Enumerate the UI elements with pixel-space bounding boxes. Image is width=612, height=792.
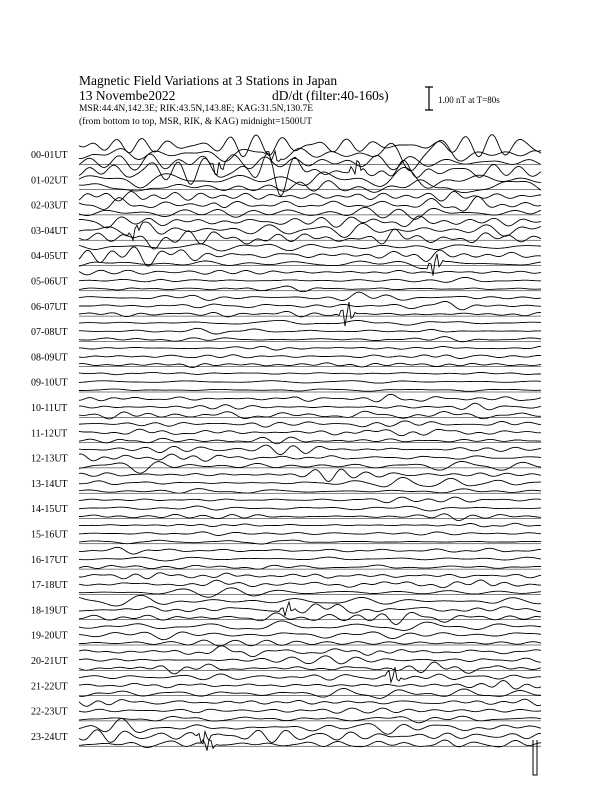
hour-label: 20-21UT bbox=[31, 656, 68, 667]
station-trace-kag bbox=[79, 192, 541, 202]
station-trace-rik bbox=[79, 355, 541, 359]
station-trace-msr bbox=[79, 489, 541, 494]
station-trace-rik bbox=[79, 580, 541, 588]
chart-title: Magnetic Field Variations at 3 Stations in Japan bbox=[79, 73, 338, 88]
station-trace-msr bbox=[79, 716, 541, 723]
station-trace-rik bbox=[79, 656, 541, 664]
station-trace-msr bbox=[79, 514, 541, 521]
hour-label: 15-16UT bbox=[31, 529, 68, 541]
chart-date: 13 Novembe2022 bbox=[79, 88, 176, 103]
hour-label: 07-08UT bbox=[31, 327, 68, 339]
hour-label: 10-11UT bbox=[31, 403, 68, 414]
station-trace-kag bbox=[79, 469, 541, 481]
hour-label: 05-06UT bbox=[31, 276, 68, 288]
station-trace-kag bbox=[79, 216, 541, 228]
station-trace-rik bbox=[79, 222, 541, 240]
station-trace-kag bbox=[79, 523, 541, 527]
station-trace-kag bbox=[79, 699, 541, 706]
station-coordinates: MSR:44.4N,142.3E; RIK:43.5N,143.8E; KAG:31.5N,130.7E bbox=[79, 104, 314, 114]
station-trace-kag bbox=[79, 394, 541, 402]
station-trace-msr bbox=[79, 740, 541, 751]
hour-label: 23-24UT bbox=[31, 731, 68, 743]
scale-bar-label: 1.00 nT at T=80s bbox=[438, 95, 500, 105]
station-trace-kag bbox=[79, 547, 541, 554]
scale-bar bbox=[425, 87, 433, 110]
station-trace-msr bbox=[79, 588, 541, 597]
station-trace-msr bbox=[79, 207, 541, 219]
hour-label: 12-13UT bbox=[31, 453, 68, 465]
station-trace-msr bbox=[79, 337, 541, 342]
station-trace-rik bbox=[79, 708, 541, 713]
hour-label: 21-22UT bbox=[31, 681, 68, 693]
station-order-note: (from bottom to top, MSR, RIK, & KAG) midnight=1500UT bbox=[79, 117, 313, 127]
station-trace-rik bbox=[79, 454, 541, 461]
station-trace-msr bbox=[79, 411, 541, 419]
station-trace-rik bbox=[79, 506, 541, 511]
station-trace-rik bbox=[79, 301, 541, 309]
chart-filter: dD/dt (filter:40-160s) bbox=[272, 88, 389, 103]
hour-label: 14-15UT bbox=[31, 504, 68, 516]
station-trace-msr bbox=[79, 540, 541, 544]
station-trace-msr bbox=[79, 461, 541, 473]
hour-label: 01-02UT bbox=[31, 175, 68, 187]
station-trace-rik bbox=[79, 381, 541, 383]
station-trace-rik bbox=[79, 632, 541, 640]
station-trace-kag bbox=[79, 621, 541, 631]
station-trace-rik bbox=[79, 403, 541, 410]
station-trace-rik bbox=[79, 602, 541, 616]
station-trace-rik bbox=[79, 328, 541, 334]
station-trace-rik bbox=[79, 277, 541, 282]
station-trace-kag bbox=[79, 372, 541, 374]
station-trace-kag bbox=[79, 270, 541, 275]
hour-label: 06-07UT bbox=[31, 301, 68, 313]
station-trace-rik bbox=[79, 429, 541, 436]
station-trace-rik bbox=[79, 557, 541, 561]
hour-label: 11-12UT bbox=[31, 428, 68, 440]
traces bbox=[79, 135, 541, 775]
hour-label: 13-14UT bbox=[31, 478, 68, 490]
station-trace-kag bbox=[79, 421, 541, 427]
station-trace-kag bbox=[79, 445, 541, 454]
hour-label: 19-20UT bbox=[31, 630, 68, 642]
station-trace-msr bbox=[79, 612, 541, 624]
station-trace-rik bbox=[79, 532, 541, 536]
station-trace-kag bbox=[79, 646, 541, 657]
station-trace-msr bbox=[79, 689, 541, 699]
station-trace-kag bbox=[79, 320, 541, 325]
station-trace-rik bbox=[79, 730, 541, 744]
hour-label: 16-17UT bbox=[31, 554, 68, 566]
hour-label: 00-01UT bbox=[31, 150, 68, 161]
station-trace-kag bbox=[79, 595, 541, 606]
hour-label: 22-23UT bbox=[31, 706, 68, 718]
baselines bbox=[79, 164, 541, 746]
hour-labels bbox=[31, 150, 68, 743]
hour-label: 17-18UT bbox=[31, 580, 68, 592]
station-trace-rik bbox=[79, 197, 541, 212]
hour-label: 03-04UT bbox=[31, 225, 68, 237]
station-trace-kag bbox=[79, 497, 541, 503]
hour-label: 04-05UT bbox=[31, 251, 68, 263]
station-trace-kag bbox=[79, 346, 541, 350]
hour-label: 09-10UT bbox=[31, 377, 68, 389]
station-trace-msr bbox=[79, 389, 541, 391]
station-trace-kag bbox=[79, 573, 541, 579]
station-trace-msr bbox=[79, 180, 541, 193]
station-trace-kag bbox=[79, 244, 541, 251]
hour-label: 02-03UT bbox=[31, 200, 68, 212]
scale-bar-line bbox=[425, 87, 433, 110]
hour-label: 18-19UT bbox=[31, 605, 68, 617]
station-trace-msr bbox=[79, 565, 541, 569]
station-trace-rik bbox=[79, 477, 541, 486]
station-trace-rik bbox=[79, 681, 541, 690]
hour-label: 08-09UT bbox=[31, 352, 68, 364]
station-trace-kag bbox=[79, 292, 541, 300]
end-spike-trace bbox=[533, 740, 537, 775]
station-trace-kag bbox=[79, 135, 541, 157]
